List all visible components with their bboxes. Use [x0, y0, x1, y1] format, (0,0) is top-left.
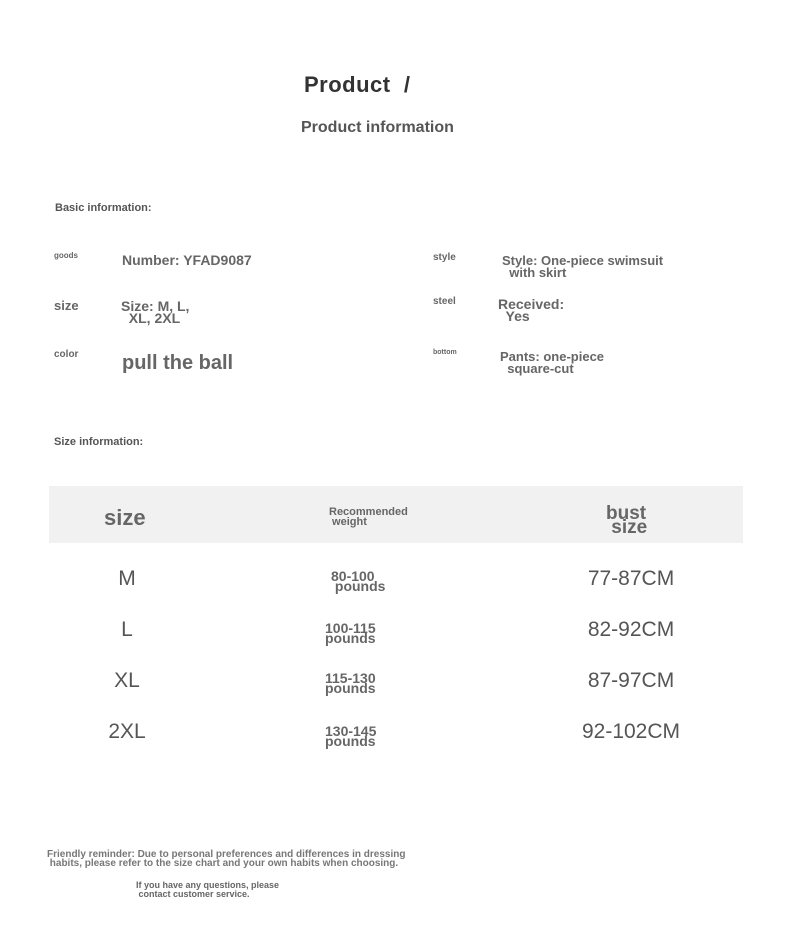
page-subtitle: Product information: [301, 119, 454, 136]
column-header-weight: Recommended weight: [329, 506, 408, 528]
table-row-bust: 77-87CM: [587, 567, 675, 590]
table-row-weight: 80-100 pounds: [331, 568, 386, 594]
goods-value: Number: YFAD9087: [122, 252, 252, 268]
steel-value: Received: Yes: [498, 296, 565, 324]
color-value: pull the ball: [122, 352, 234, 374]
friendly-reminder: Friendly reminder: Due to personal preferences and differences in dressing habits, please refer to the size chart and your own habits when choosing.: [47, 849, 406, 869]
basic-info-heading: Basic information:: [55, 202, 152, 214]
goods-label: goods: [54, 251, 78, 260]
table-row-size: L: [121, 618, 133, 641]
page-title: Product /: [304, 72, 411, 97]
table-row-weight: 115-130 pounds: [325, 670, 376, 696]
table-row-size: 2XL: [108, 720, 146, 743]
steel-label: steel: [433, 296, 456, 307]
size-value: Size: M, L, XL, 2XL: [121, 298, 190, 326]
table-row-size: M: [118, 567, 136, 590]
bottom-label: bottom: [433, 349, 457, 356]
style-label: style: [433, 252, 456, 263]
bottom-value: Pants: one-piece square-cut: [500, 349, 605, 376]
color-label: color: [54, 349, 79, 360]
column-header-size: size: [104, 505, 146, 530]
table-row-bust: 87-97CM: [587, 669, 675, 692]
contact-note: If you have any questions, please contact customer service.: [136, 880, 280, 899]
table-row-bust: 82-92CM: [587, 618, 675, 641]
size-label: size: [54, 298, 79, 313]
table-row-size: XL: [114, 669, 140, 692]
style-value: Style: One-piece swimsuit with skirt: [502, 253, 664, 280]
column-header-bust: bust size: [606, 503, 648, 538]
table-row-weight: 100-115 pounds: [325, 620, 376, 646]
table-row-bust: 92-102CM: [581, 720, 681, 743]
size-info-heading: Size information:: [54, 436, 144, 448]
table-row-weight: 130-145 pounds: [325, 723, 377, 749]
